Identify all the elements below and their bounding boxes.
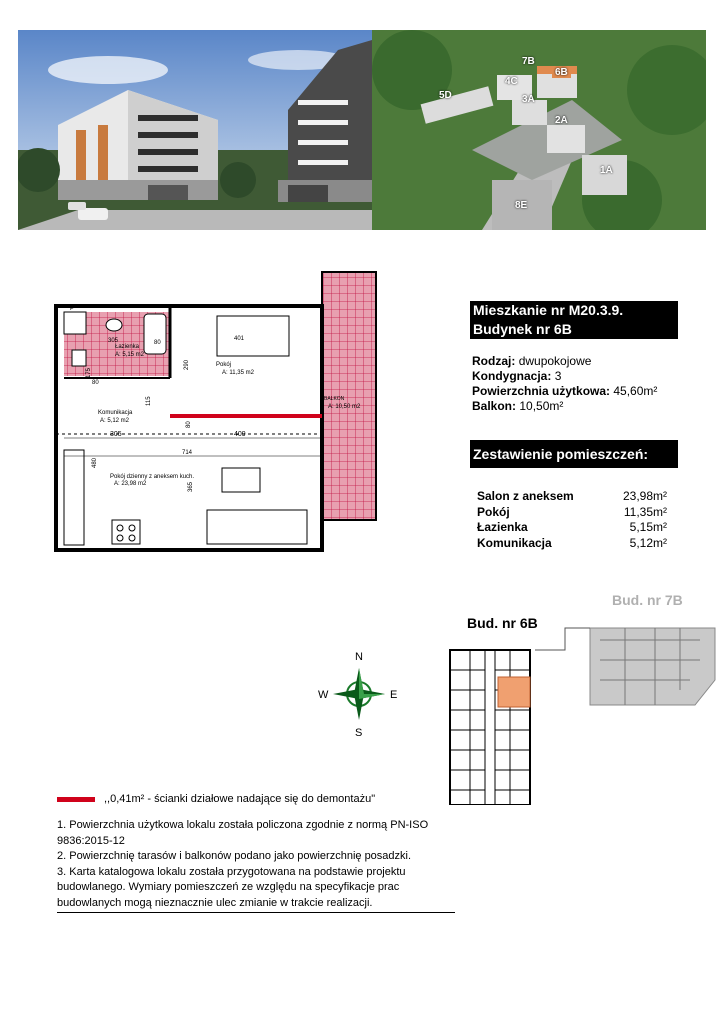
usable-area-value: 45,60m² bbox=[613, 384, 658, 398]
note-2: 2. Powierzchnię tarasów i balkonów podano jako powierzchnię posadzki. bbox=[57, 850, 412, 862]
type-value: dwupokojowe bbox=[518, 354, 592, 368]
living-area-label: A: 23,98 m2 bbox=[114, 481, 147, 487]
dim-80a: 80 bbox=[154, 340, 161, 346]
balcony-label: Balkon: bbox=[472, 399, 517, 413]
aerial-label-4c: 4C bbox=[505, 76, 518, 87]
room-area: 23,98m² bbox=[622, 489, 667, 503]
room-row bbox=[477, 505, 667, 521]
aerial-label-1a: 1A bbox=[600, 165, 613, 176]
apartment-properties bbox=[472, 354, 657, 414]
dim-305-top: 305 bbox=[108, 338, 119, 344]
notes-divider bbox=[57, 912, 455, 913]
aerial-label-3a: 3A bbox=[522, 94, 535, 105]
aerial-label-6b: 6B bbox=[552, 67, 571, 78]
balcony-area-label: A: 10,50 m2 bbox=[328, 404, 361, 410]
balcony-value: 10,50m² bbox=[519, 399, 564, 413]
dim-480: 480 bbox=[92, 457, 98, 468]
aerial-label-7b: 7B bbox=[522, 56, 535, 67]
compass-rose bbox=[314, 650, 404, 738]
floor-label: Kondygnacja: bbox=[472, 369, 552, 383]
bathroom-area-label: A: 5,15 m2 bbox=[115, 352, 145, 358]
unit-highlight bbox=[498, 677, 530, 707]
dim-409: 409 bbox=[234, 431, 246, 438]
room-name: Pokój bbox=[216, 362, 232, 368]
aerial-label-5d: 5D bbox=[439, 90, 452, 101]
p-mark: P bbox=[70, 306, 75, 312]
compass-e: E bbox=[390, 689, 398, 701]
building-number: Budynek nr 6B bbox=[473, 321, 572, 337]
building-render-photo bbox=[18, 30, 372, 230]
room-row bbox=[477, 489, 667, 505]
hall-name: Komunikacja bbox=[98, 410, 133, 416]
room-row bbox=[477, 520, 667, 536]
room-name: Salon z aneksem bbox=[477, 489, 574, 503]
dim-365: 365 bbox=[188, 481, 194, 492]
dim-175: 175 bbox=[86, 367, 92, 378]
compass-w: W bbox=[318, 689, 329, 701]
room-name: Pokój bbox=[477, 504, 510, 519]
living-name: Pokój dzienny z aneksem kuch. bbox=[110, 474, 195, 480]
estate-aerial-photo bbox=[372, 30, 706, 230]
dim-290: 290 bbox=[184, 359, 190, 370]
compass-s: S bbox=[355, 727, 363, 738]
summary-heading: Zestawienie pomieszczeń: bbox=[470, 440, 678, 468]
apartment-title bbox=[470, 301, 678, 339]
room-row bbox=[477, 536, 667, 552]
room-area: 5,12m² bbox=[629, 535, 667, 550]
type-label: Rodzaj: bbox=[472, 354, 516, 368]
room-list bbox=[477, 489, 667, 551]
room-name: Łazienka bbox=[477, 520, 528, 534]
bathroom-name: Łazienka bbox=[115, 344, 140, 350]
usable-area-label: Powierzchnia użytkowa: bbox=[472, 384, 611, 398]
dim-80b: 80 bbox=[92, 380, 99, 386]
apartment-number: Mieszkanie nr M20.3.9. bbox=[473, 302, 624, 318]
note-1: 1. Powierzchnia użytkowa lokalu została policzona zgodnie z normą PN-ISO 9836:2015-12 bbox=[57, 819, 429, 847]
note-3: 3. Karta katalogowa lokalu została przygotowana na podstawie projektu budowlanego. Wymiary pomieszczeń ze względu na specyfikacje prac budowlanych mogą nieznacznie ulec zmianie w trakcie realizacji. bbox=[57, 865, 406, 909]
room-area: 11,35m² bbox=[623, 504, 667, 519]
aerial-label-2a: 2A bbox=[555, 115, 568, 126]
dim-714: 714 bbox=[182, 450, 193, 456]
dim-115: 115 bbox=[146, 396, 152, 406]
room-area-label: A: 11,35 m2 bbox=[222, 370, 254, 376]
notes bbox=[57, 818, 455, 911]
legend-red-line bbox=[57, 797, 95, 802]
balcony-name: BALKON bbox=[324, 396, 345, 402]
compass-n: N bbox=[355, 651, 363, 663]
dim-80c: 80 bbox=[186, 421, 192, 428]
site-plan bbox=[440, 620, 720, 805]
legend-text: ,,0,41m² - ścianki działowe nadające się do demontażu" bbox=[104, 793, 376, 805]
aerial-label-8e: 8E bbox=[515, 200, 528, 211]
hall-area-label: A: 5,12 m2 bbox=[100, 418, 130, 424]
building-7b-label: Bud. nr 7B bbox=[612, 592, 683, 608]
room-area: 5,15m² bbox=[629, 520, 667, 534]
dim-305-mid: 305 bbox=[110, 431, 122, 438]
floor-plan bbox=[52, 270, 392, 560]
dim-401: 401 bbox=[234, 336, 245, 342]
building-6b-label: Bud. nr 6B bbox=[467, 615, 538, 631]
room-name: Komunikacja bbox=[477, 535, 552, 550]
floor-value: 3 bbox=[554, 369, 562, 383]
